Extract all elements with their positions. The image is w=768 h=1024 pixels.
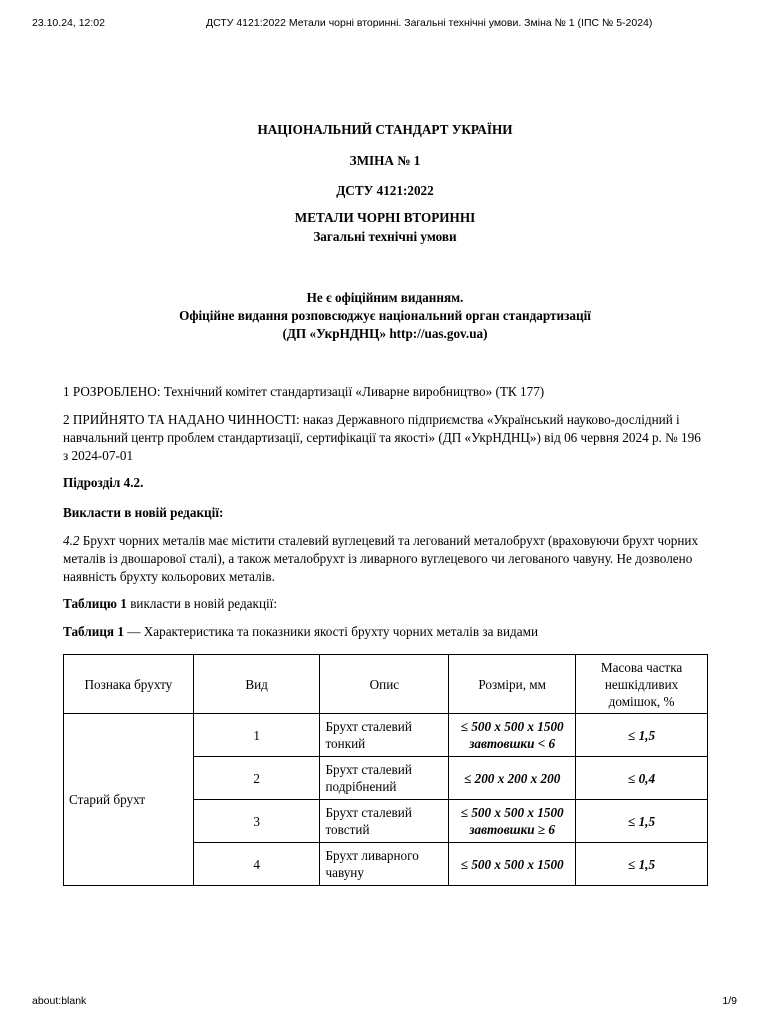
size-line-2: завтовшки < 6 (469, 736, 556, 751)
document-subtitle: Загальні технічні умови (313, 229, 457, 244)
kind-cell: 4 (193, 843, 320, 886)
table-caption-rest: — Характеристика та показники якості брухту чорних металів за видами (123, 624, 539, 639)
size-line-1: ≤ 500 x 500 x 1500 (460, 719, 564, 734)
table-caption-bold: Таблиця 1 (63, 624, 124, 639)
impurity-cell: ≤ 1,5 (576, 714, 708, 757)
table-ref-bold: Таблицю 1 (63, 596, 127, 611)
description-cell: Брухт ливарного чавуну (320, 843, 449, 886)
description-cell: Брухт сталевий товстий (320, 800, 449, 843)
clause-text: Брухт чорних металів має містити сталевий вуглецевий та легований металобрухт (враховуючи брухт чорних металів із двошарової сталі), а також металобрухт із ливарного вуглецевого чи легованого чавуну. Не дозволено наявність брухту кольорових металів. (63, 533, 699, 584)
notice-line-1: Не є офіційним виданням. (306, 290, 464, 305)
print-header-title: ДСТУ 4121:2022 Метали чорні вторинні. Загальні технічні умови. Зміна № 1 (ІПС № 5-2024) (206, 17, 653, 29)
column-header: Познака брухту (64, 655, 194, 714)
size-cell (449, 714, 576, 757)
impurity-cell: ≤ 1,5 (576, 800, 708, 843)
kind-cell: 2 (193, 757, 320, 800)
column-header: Масова частка нешкідливих домішок, % (576, 655, 708, 714)
clause-paragraph (63, 532, 707, 586)
column-header: Розміри, мм (449, 655, 576, 714)
column-header: Вид (193, 655, 320, 714)
impurity-cell: ≤ 0,4 (576, 757, 708, 800)
scrap-group-cell: Старий брухт (64, 714, 194, 886)
size-cell (449, 843, 576, 886)
description-cell: Брухт сталевий подрібнений (320, 757, 449, 800)
restate-instruction: Викласти в новій редакції: (63, 505, 224, 520)
size-line-2: завтовшки ≥ 6 (469, 822, 556, 837)
subsection-label: Підрозділ 4.2. (63, 475, 144, 490)
kind-cell: 3 (193, 800, 320, 843)
unofficial-notice (63, 289, 707, 343)
scrap-characteristics-table (63, 654, 708, 886)
notice-line-3: (ДП «УкрНДНЦ» http://uas.gov.ua) (282, 326, 488, 341)
table-ref-rest: викласти в новій редакції: (126, 596, 277, 611)
print-footer-url: about:blank (32, 995, 87, 1007)
table-row (64, 714, 708, 757)
size-line-1: ≤ 500 x 500 x 1500 (460, 856, 564, 872)
column-header: Опис (320, 655, 449, 714)
document-title: МЕТАЛИ ЧОРНІ ВТОРИННІ (294, 210, 476, 225)
size-cell (449, 800, 576, 843)
size-cell (449, 757, 576, 800)
national-standard-heading: НАЦІОНАЛЬНИЙ СТАНДАРТ УКРАЇНИ (257, 122, 513, 137)
amendment-heading: ЗМІНА № 1 (349, 153, 421, 168)
notice-line-2: Офіційне видання розповсюджує національний орган стандартизації (179, 308, 591, 323)
adopted-paragraph: 2 ПРИЙНЯТО ТА НАДАНО ЧИННОСТІ: наказ Державного підприємства «Український науково-дослідний і навчальний центр проблем стандартизації, сертифікації та якості» (ДП «УкрНДНЦ») від 06 червня 2024 р. № 196 з 2024-07-01 (63, 412, 701, 463)
standard-code: ДСТУ 4121:2022 (336, 183, 434, 198)
size-line-1: ≤ 500 x 500 x 1500 (460, 805, 564, 820)
developed-paragraph: 1 РОЗРОБЛЕНО: Технічний комітет стандартизації «Ливарне виробництво» (ТК 177) (63, 384, 545, 399)
table-header-row (64, 655, 708, 714)
print-datetime: 23.10.24, 12:02 (32, 17, 105, 29)
size-line-1: ≤ 200 x 200 x 200 (464, 770, 561, 786)
impurity-cell: ≤ 1,5 (576, 843, 708, 886)
table-caption (63, 623, 707, 640)
table-reference (63, 595, 707, 612)
clause-number: 4.2 (63, 533, 80, 548)
page-number: 1/9 (722, 995, 737, 1007)
kind-cell: 1 (193, 714, 320, 757)
description-cell: Брухт сталевий тонкий (320, 714, 449, 757)
